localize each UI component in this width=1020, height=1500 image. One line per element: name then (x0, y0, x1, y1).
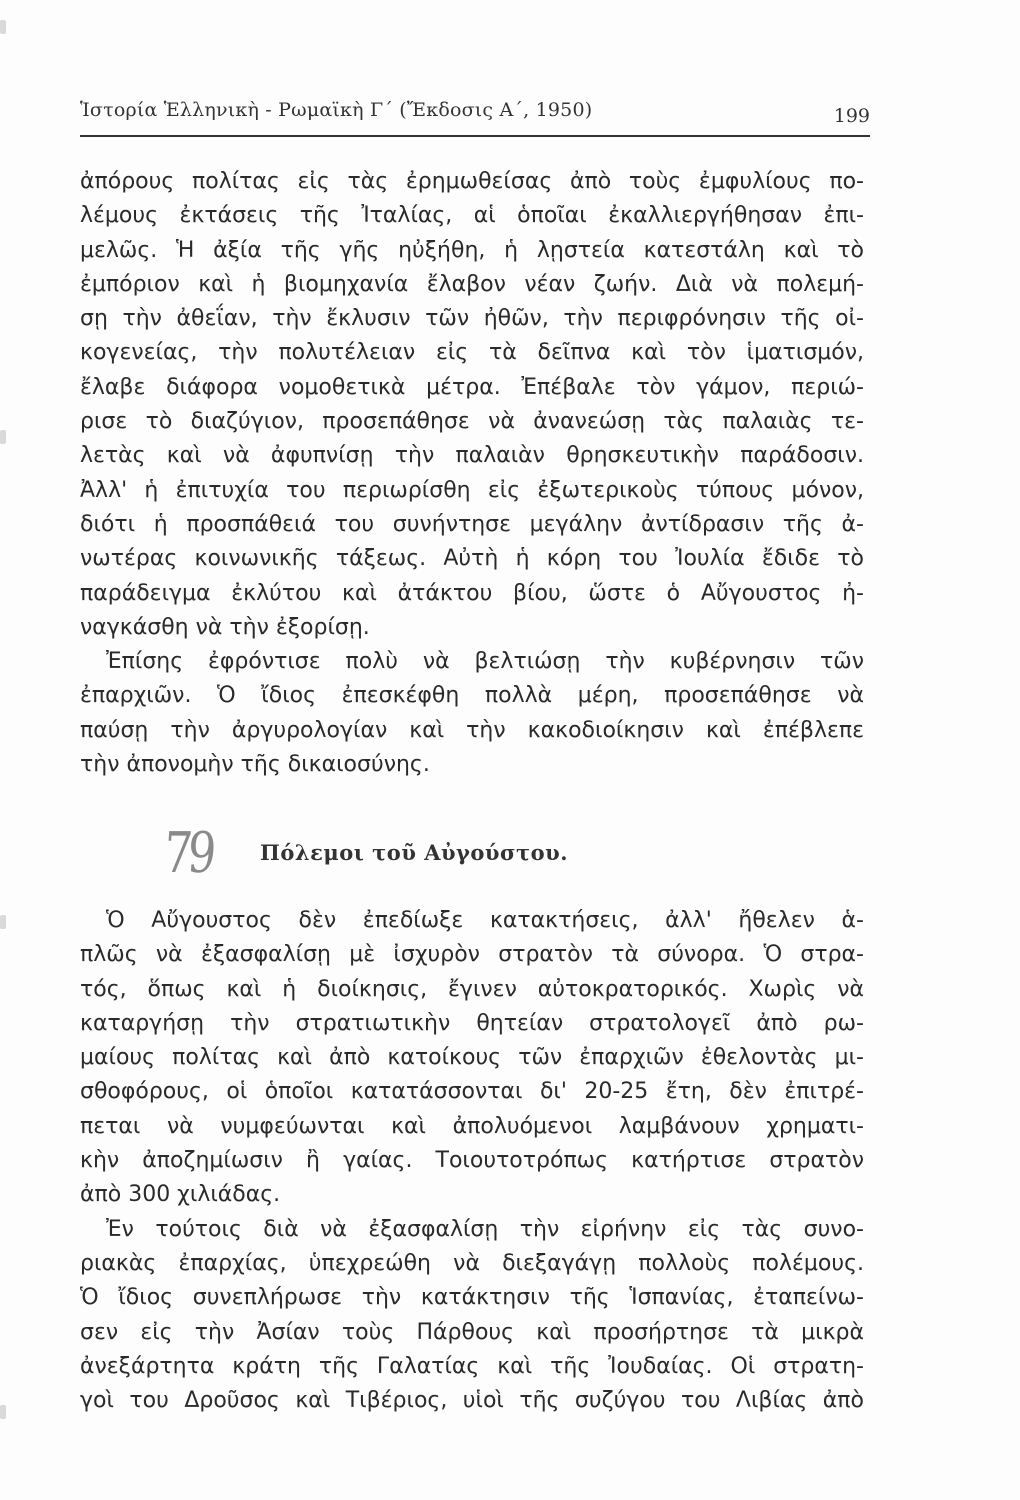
text-line: γοὶ του Δροῦσος καὶ Τιβέριος, υἱοὶ τῆς συζύγου του Λιβίας ἀπὸ (80, 1388, 864, 1414)
text-block-1 (80, 165, 864, 782)
text-line: πλῶς νὰ ἐξασφαλίσῃ μὲ ἰσχυρὸν στρατὸν τὰ σύνορα. Ὁ στρα- (80, 942, 864, 968)
text-line: ἐμπόριον καὶ ἡ βιομηχανία ἔλαβον νέαν ζωήν. Διὰ νὰ πολεμή- (80, 271, 864, 297)
text-line: κὴν ἀποζημίωσιν ἢ γαίας. Τοιουτοτρόπως κατήρτισε στρατὸν (80, 1148, 864, 1174)
text-block-2 (80, 904, 864, 1418)
binding-mark (0, 1405, 6, 1419)
text-line: σεν εἰς τὴν Ἀσίαν τοὺς Πάρθους καὶ προσήρτησε τὰ μικρὰ (80, 1319, 864, 1345)
text-line: Ἐν τούτοις διὰ νὰ ἐξασφαλίσῃ τὴν εἰρήνην εἰς τὰς συνο- (106, 1216, 864, 1242)
text-line: παράδειγμα ἐκλύτου καὶ ἀτάκτου βίου, ὥστε ὁ Αὔγουστος ἠ- (80, 580, 864, 606)
text-line: κογενείας, τὴν πολυτέλειαν εἰς τὰ δεῖπνα καὶ τὸν ἱματισμόν, (80, 340, 864, 366)
text-line: ρισε τὸ διαζύγιον, προσεπάθησε νὰ ἀνανεώσῃ τὰς παλαιὰς τε- (80, 409, 864, 435)
binding-mark (0, 20, 6, 34)
running-header (80, 95, 870, 137)
text-line: ναγκάσθη νὰ τὴν ἐξορίσῃ. (80, 614, 370, 640)
text-line: λετὰς καὶ νὰ ἀφυπνίσῃ τὴν παλαιὰν θρησκευτικὴν παράδοσιν. (80, 443, 864, 469)
text-line: καταργήσῃ τὴν στρατιωτικὴν θητείαν στρατολογεῖ ἀπὸ ρω- (80, 1010, 864, 1036)
text-line: ἀπὸ 300 χιλιάδας. (80, 1182, 281, 1208)
text-line: Ὁ Αὔγουστος δὲν ἐπεδίωξε κατακτήσεις, ἀλλ' ἤθελεν ἁ- (106, 908, 864, 933)
text-line: ἔλαβε διάφορα νομοθετικὰ μέτρα. Ἐπέβαλε τὸν γάμον, περιώ- (80, 374, 864, 400)
text-line: τός, ὅπως καὶ ἡ διοίκησις, ἔγινεν αὐτοκρατορικός. Χωρὶς νὰ (80, 976, 864, 1002)
text-line: μελῶς. Ἡ ἀξία τῆς γῆς ηὐξήθη, ἡ λῃστεία κατεστάλη καὶ τὸ (80, 237, 864, 263)
binding-mark (0, 430, 6, 444)
text-line: λέμους ἐκτάσεις τῆς Ἰταλίας, αἱ ὁποῖαι ἐκαλλιεργήθησαν ἐπι- (80, 203, 864, 229)
text-line: σθοφόρους, οἱ ὁποῖοι κατατάσσονται δι' 20-25 ἔτη, δὲν ἐπιτρέ- (80, 1079, 864, 1105)
page-number: 199 (833, 105, 870, 127)
text-line: ριακὰς ἐπαρχίας, ὑπεχρεώθη νὰ διεξαγάγῃ πολλοὺς πολέμους. (80, 1250, 864, 1276)
text-line: Ὁ ἴδιος συνεπλήρωσε τὴν κατάκτησιν τῆς Ἱσπανίας, ἐταπείνω- (80, 1285, 864, 1311)
text-line: τὴν ἀπονομὴν τῆς δικαιοσύνης. (80, 752, 430, 778)
text-line: σῃ τὴν ἀθεΐαν, τὴν ἔκλυσιν τῶν ἠθῶν, τὴν περιφρόνησιν τῆς οἰ- (80, 306, 864, 332)
handwritten-annotation: 79 (161, 821, 214, 886)
text-line: μαίους πολίτας καὶ ἀπὸ κατοίκους τῶν ἐπαρχιῶν ἐθελοντὰς μι- (80, 1045, 864, 1071)
text-line: πεται νὰ νυμφεύωνται καὶ ἀπολυόμενοι λαμβάνουν χρηματι- (80, 1113, 864, 1139)
text-line: ἀνεξάρτητα κράτη τῆς Γαλατίας καὶ τῆς Ἰουδαίας. Οἱ στρατη- (80, 1353, 864, 1379)
running-header-title: Ἱστορία Ἑλληνικὴ - Ρωμαϊκὴ Γ΄ (Ἔκδοσις Α΄, 1950) (80, 99, 593, 121)
section-heading: Πόλεμοι τοῦ Αὐγούστου. (260, 840, 569, 865)
text-line: ἀπόρους πολίτας εἰς τὰς ἐρημωθείσας ἀπὸ τοὺς ἐμφυλίους πο- (80, 169, 864, 194)
binding-mark (0, 915, 6, 929)
text-line: ἐπαρχιῶν. Ὁ ἴδιος ἐπεσκέφθη πολλὰ μέρη, προσεπάθησε νὰ (80, 683, 864, 709)
text-line: παύσῃ τὴν ἀργυρολογίαν καὶ τὴν κακοδιοίκησιν καὶ ἐπέβλεπε (80, 717, 864, 743)
text-line: νωτέρας κοινωνικῆς τάξεως. Αὐτὴ ἡ κόρη του Ἰουλία ἔδιδε τὸ (80, 546, 864, 572)
text-line: διότι ἡ προσπάθειά του συνήντησε μεγάλην ἀντίδρασιν τῆς ἀ- (80, 511, 864, 537)
text-line: Ἐπίσης ἐφρόντισε πολὺ νὰ βελτιώσῃ τὴν κυβέρνησιν τῶν (106, 649, 864, 675)
text-line: Ἀλλ' ἡ ἐπιτυχία του περιωρίσθη εἰς ἐξωτερικοὺς τύπους μόνον, (80, 477, 864, 503)
